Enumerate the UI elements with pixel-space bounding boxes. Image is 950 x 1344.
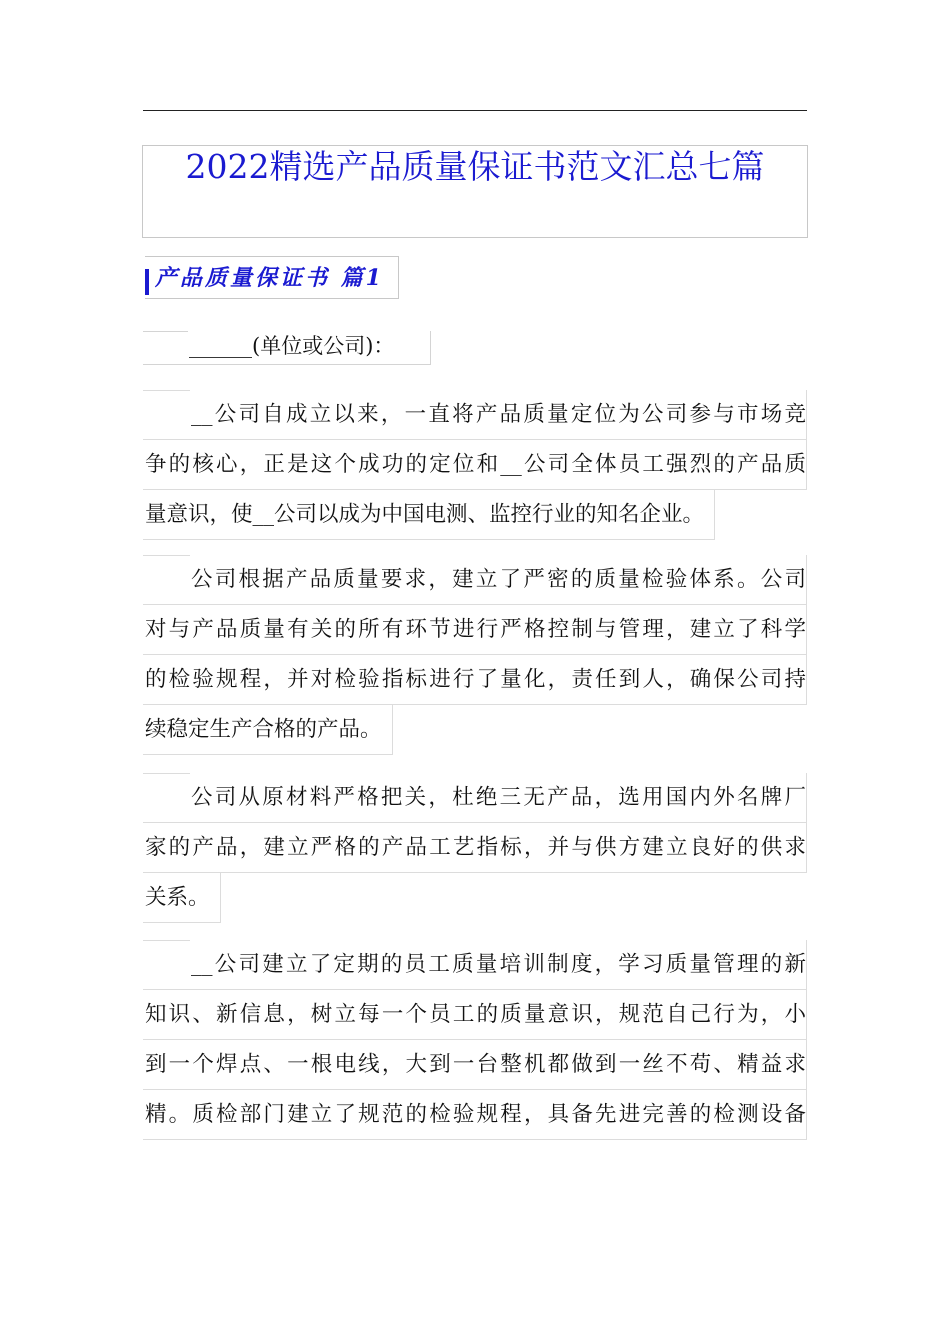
document-title: 2022精选产品质量保证书范文汇总七篇 xyxy=(185,147,765,186)
section-heading-box xyxy=(145,256,399,299)
paragraph-line: 到一个焊点、一根电线，大到一台整机都做到一丝不苟、精益求 xyxy=(143,1040,807,1090)
paragraph-line: 关系。 xyxy=(143,873,221,923)
section-heading: 产品质量保证书 篇1 xyxy=(155,265,384,291)
paragraph-line: 对与产品质量有关的所有环节进行严格控制与管理，建立了科学 xyxy=(143,605,807,655)
paragraph-line: 公司根据产品质量要求，建立了严密的质量检验体系。公司 xyxy=(143,555,807,605)
paragraph-1 xyxy=(143,390,807,540)
paragraph-3 xyxy=(143,773,807,923)
paragraph-line: __公司建立了定期的员工质量培训制度，学习质量管理的新 xyxy=(143,940,807,990)
top-rule xyxy=(143,110,807,111)
paragraph-line: 量意识，使__公司以成为中国电测、监控行业的知名企业。 xyxy=(143,490,715,540)
paragraph-line: 的检验规程，并对检验指标进行了量化，责任到人，确保公司持 xyxy=(143,655,807,705)
paragraph-line: __公司自成立以来，一直将产品质量定位为公司参与市场竞 xyxy=(143,390,807,440)
paragraph-line: 公司从原材料严格把关，杜绝三无产品，选用国内外名牌厂 xyxy=(143,773,807,823)
paragraph-line: 精。质检部门建立了规范的检验规程，具备先进完善的检测设备 xyxy=(143,1090,807,1140)
paragraph-line: 家的产品，建立严格的产品工艺指标，并与供方建立良好的供求 xyxy=(143,823,807,873)
salutation: ______(单位或公司)： xyxy=(189,334,395,358)
paragraph-line: 知识、新信息，树立每一个员工的质量意识，规范自己行为，小 xyxy=(143,990,807,1040)
section-marker xyxy=(145,269,149,295)
paragraph-line: 争的核心，正是这个成功的定位和__公司全体员工强烈的产品质 xyxy=(143,440,807,490)
paragraph-line: 续稳定生产合格的产品。 xyxy=(143,705,393,755)
paragraph-2 xyxy=(143,555,807,755)
paragraph-4 xyxy=(143,940,807,1140)
title-box xyxy=(142,145,808,238)
salutation-box xyxy=(143,331,431,365)
